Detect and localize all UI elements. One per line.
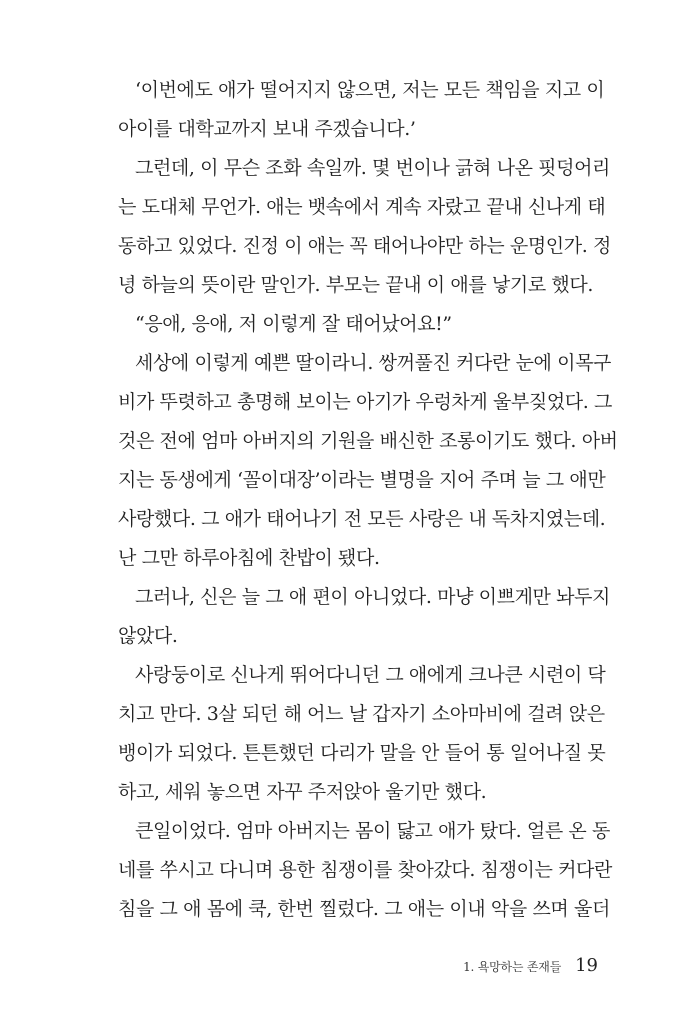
text-line: 것은 전에 엄마 아버지의 기원을 배신한 조롱이기도 했다. 아버 <box>118 430 618 452</box>
text-line: 않았다. <box>118 625 178 647</box>
text-line: 사랑했다. 그 애가 태어나기 전 모든 사랑은 내 독차지였는데. <box>118 508 606 530</box>
chapter-title: 1. 욕망하는 존재들 <box>463 960 562 974</box>
text-line: 뱅이가 되었다. 튼튼했던 다리가 말을 안 들어 통 일어나질 못 <box>118 742 606 764</box>
text-line: 하고, 세워 놓으면 자꾸 주저앉아 울기만 했다. <box>118 781 487 803</box>
text-line: 비가 뚜렷하고 총명해 보이는 아기가 우렁차게 울부짖었다. 그 <box>118 391 612 413</box>
text-line: “응애, 응애, 저 이렇게 잘 태어났어요!” <box>135 313 452 335</box>
text-line: 큰일이었다. 엄마 아버지는 몸이 닳고 애가 탔다. 얼른 온 동 <box>135 820 610 842</box>
page-number: 19 <box>575 955 598 976</box>
text-line: ‘이번에도 애가 떨어지지 않으면, 저는 모든 책임을 지고 이 <box>135 79 605 101</box>
text-line: 세상에 이렇게 예쁜 딸이라니. 쌍꺼풀진 커다란 눈에 이목구 <box>135 352 612 374</box>
text-line: 네를 쑤시고 다니며 용한 침쟁이를 찾아갔다. 침쟁이는 커다란 <box>118 859 612 881</box>
text-line: 그러나, 신은 늘 그 애 편이 아니었다. 마냥 이쁘게만 놔두지 <box>135 586 610 608</box>
text-line: 그런데, 이 무슨 조화 속일까. 몇 번이나 긁혀 나온 핏덩어리 <box>135 157 610 179</box>
text-line: 는 도대체 무언가. 애는 뱃속에서 계속 자랐고 끝내 신나게 태 <box>118 196 606 218</box>
text-line: 아이를 대학교까지 보내 주겠습니다.’ <box>118 118 416 140</box>
text-line: 사랑둥이로 신나게 뛰어다니던 그 애에게 크나큰 시련이 닥 <box>135 664 606 686</box>
text-line: 침을 그 애 몸에 쿡, 한번 찔렀다. 그 애는 이내 악을 쓰며 울더 <box>118 898 610 920</box>
text-line: 난 그만 하루아침에 찬밥이 됐다. <box>118 547 380 569</box>
page-footer <box>463 955 598 979</box>
text-line: 지는 동생에게 ‘꼴이대장’이라는 별명을 지어 주며 늘 그 애만 <box>118 469 606 491</box>
text-line: 녕 하늘의 뜻이란 말인가. 부모는 끝내 이 애를 낳기로 했다. <box>118 274 593 296</box>
text-line: 치고 만다. 3살 되던 해 어느 날 갑자기 소아마비에 걸려 앉은 <box>118 703 605 725</box>
text-line: 동하고 있었다. 진정 이 애는 꼭 태어나야만 하는 운명인가. 정 <box>118 235 611 257</box>
